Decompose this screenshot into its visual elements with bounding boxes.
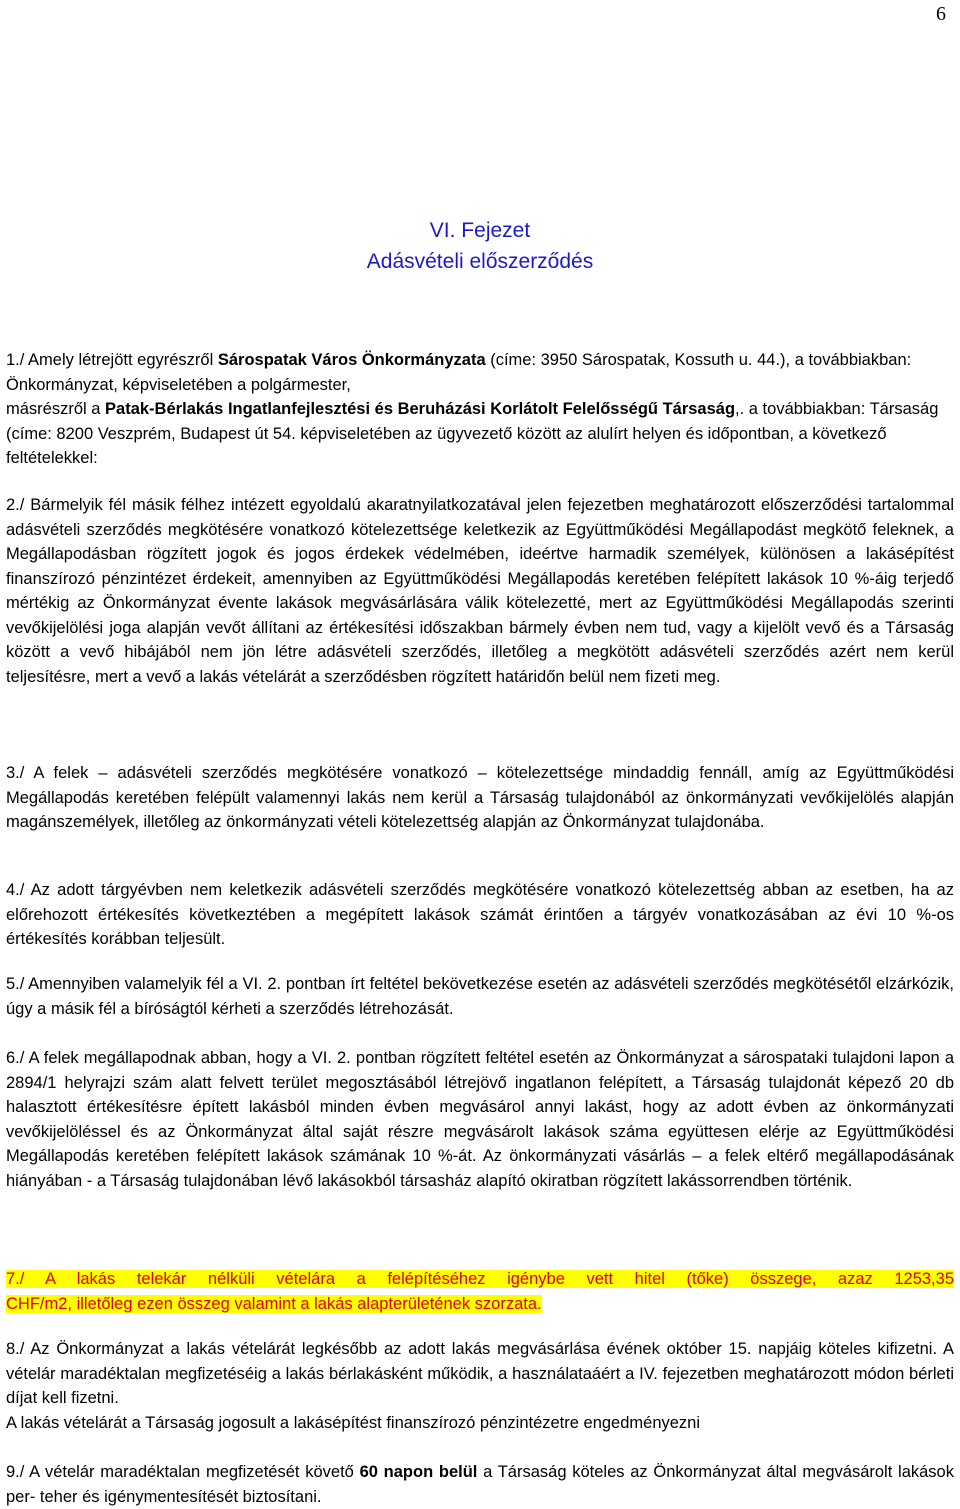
p7-line-1: 7./ A lakás telekár nélküli vételára a felépítéséhez igénybe vett hitel (tőke) összege, azaz 1253,35 xyxy=(6,1270,954,1288)
p8-text-a: 8./ Az Önkormányzat a lakás vételárát legkésőbb az adott lakás megvásárlása évének október 15. napjáig köteles kifizetni. A vételár maradéktalan megfizetéséig a lakás bérlakásként működik, a használataáért a IV. fejezetben meghatározott módon bérleti díjat kell fizetni. xyxy=(6,1340,954,1407)
paragraph-8 xyxy=(6,1337,954,1435)
paragraph-5: 5./ Amennyiben valamelyik fél a VI. 2. pontban írt feltétel bekövetkezése esetén az adásvételi szerződés megkötésétől elzárkózik, úgy a másik fél a bíróságtól kérheti a szerződés létrehozását. xyxy=(6,975,954,1018)
page-number: 6 xyxy=(936,3,946,25)
p1-text-c: (címe: 3950 Sárospatak, Kossuth u. 44.), a továbbiakban: Önkormányzat, képviseletében a polgármester, xyxy=(6,351,912,394)
p9-deadline: 60 napon belül xyxy=(359,1463,478,1481)
paragraph-2: 2./ Bármelyik fél másik félhez intézett egyoldalú akaratnyilatkozatával jelen fejezetben meghatározott előszerződési tartalommal adásvételi szerződés megkötésére vonatkozó kötelezettsége keletkezik az Együttműködési Megállapodást megkötő feleknek, a Megállapodásban rögzített jogok és jogos érdekek védelmében, ideértve harmadik személyek, különösen a lakásépítést finanszírozó pénzintézet érdekeit, amennyiben az Együttműködési Megállapodás keretében felépített lakások 10 %-áig terjedő mértékig az Önkormányzat évente lakások megvásárlására válik kötelezetté, mert az Együttműködési Megállapodás szerinti vevőkijelölési joga alapján vevőt állítani az értékesítési időszakban bármely évben nem tud, vagy a kijelölt vevő és a Társaság között a vevő hibájából nem jön létre adásvételi szerződés, illetőleg a megkötött adásvételi szerződés azért nem kerül teljesítésre, mert a vevő a lakás vételárát a szerződésben rögzített határidőn belül nem fizeti meg. xyxy=(6,496,954,686)
p9-text-a: 9./ A vételár maradéktalan megfizetését követő xyxy=(6,1463,360,1481)
paragraph-3: 3./ A felek – adásvételi szerződés megkötésére vonatkozó – kötelezettsége mindaddig fennáll, amíg az Együttműködési Megállapodás keretében felépült valamennyi lakás nem kerül a Társaság tulajdonából az önkormányzati vevőkijelölés alapján magánszemélyek, illetőleg az önkormányzati vételi kötelezettség alapján az Önkormányzat tulajdonába. xyxy=(6,764,954,831)
chapter-title: VI. Fejezet xyxy=(429,219,531,242)
p1-text-f: ,. a továbbiakban: Társaság (címe: 8200 Veszprém, Budapest út 54. képviseletében az ügyvezető között az alulírt helyen és időpontban, a következő feltételekkel: xyxy=(6,400,939,467)
paragraph-4: 4./ Az adott tárgyévben nem keletkezik adásvételi szerződés megkötésére vonatkozó kötelezettség abban az esetben, ha az előrehozott értékesítés következtében a megépített lakások számát érintően a tárgyév vonatkozásában az évi 10 %-os értékesítés korábban teljesült. xyxy=(6,881,954,948)
p1-text-d: másrészről a xyxy=(6,400,106,418)
p7-line-2: CHF/m2, illetőleg ezen összeg valamint a lakás alapterületének szorzata. xyxy=(6,1294,542,1313)
p1-party-2: Patak-Bérlakás Ingatlanfejlesztési és Beruházási Korlátolt Felelősségű Társaság xyxy=(105,400,736,418)
p8-text-b: A lakás vételárát a Társaság jogosult a lakásépítést finanszírozó pénzintézetre engedményezni xyxy=(6,1413,701,1432)
paragraph-1 xyxy=(6,348,954,471)
paragraph-9 xyxy=(6,1460,954,1509)
p9-text-c: a Társaság köteles az Önkormányzat által megvásárolt lakások per- teher és igénymentesítését biztosítani. xyxy=(6,1463,954,1506)
paragraph-7-highlighted xyxy=(6,1267,954,1316)
p1-text-a: 1./ Amely létrejött egyrészről xyxy=(6,351,218,369)
chapter-subtitle: Adásvételi előszerződés xyxy=(366,250,594,273)
paragraph-6: 6./ A felek megállapodnak abban, hogy a VI. 2. pontban rögzített feltétel esetén az Önkormányzat a sárospataki tulajdoni lapon a 2894/1 helyrajzi szám alatt felvett terület megosztásából létrejövő ingatlanon felépített, a Társaság tulajdonát képező 20 db halasztott értékesítésre épített lakásból minden évben megvásárol annyi lakást, hogy az adott évben az önkormányzati vevőkijelöléssel és az Önkormányzat által saját részre megvásárolt lakások száma együttesen elérje az Együttműködési Megállapodás keretében felépített lakások számának 10 %-át. Az önkormányzati vásárlás – a felek eltérő megállapodásának hiányában - a Társaság tulajdonában lévő lakásokból társasház alapító okiratban rögzített lakássorrendben történik. xyxy=(6,1049,954,1190)
p1-party-1: Sárospatak Város Önkormányzata xyxy=(217,351,486,369)
